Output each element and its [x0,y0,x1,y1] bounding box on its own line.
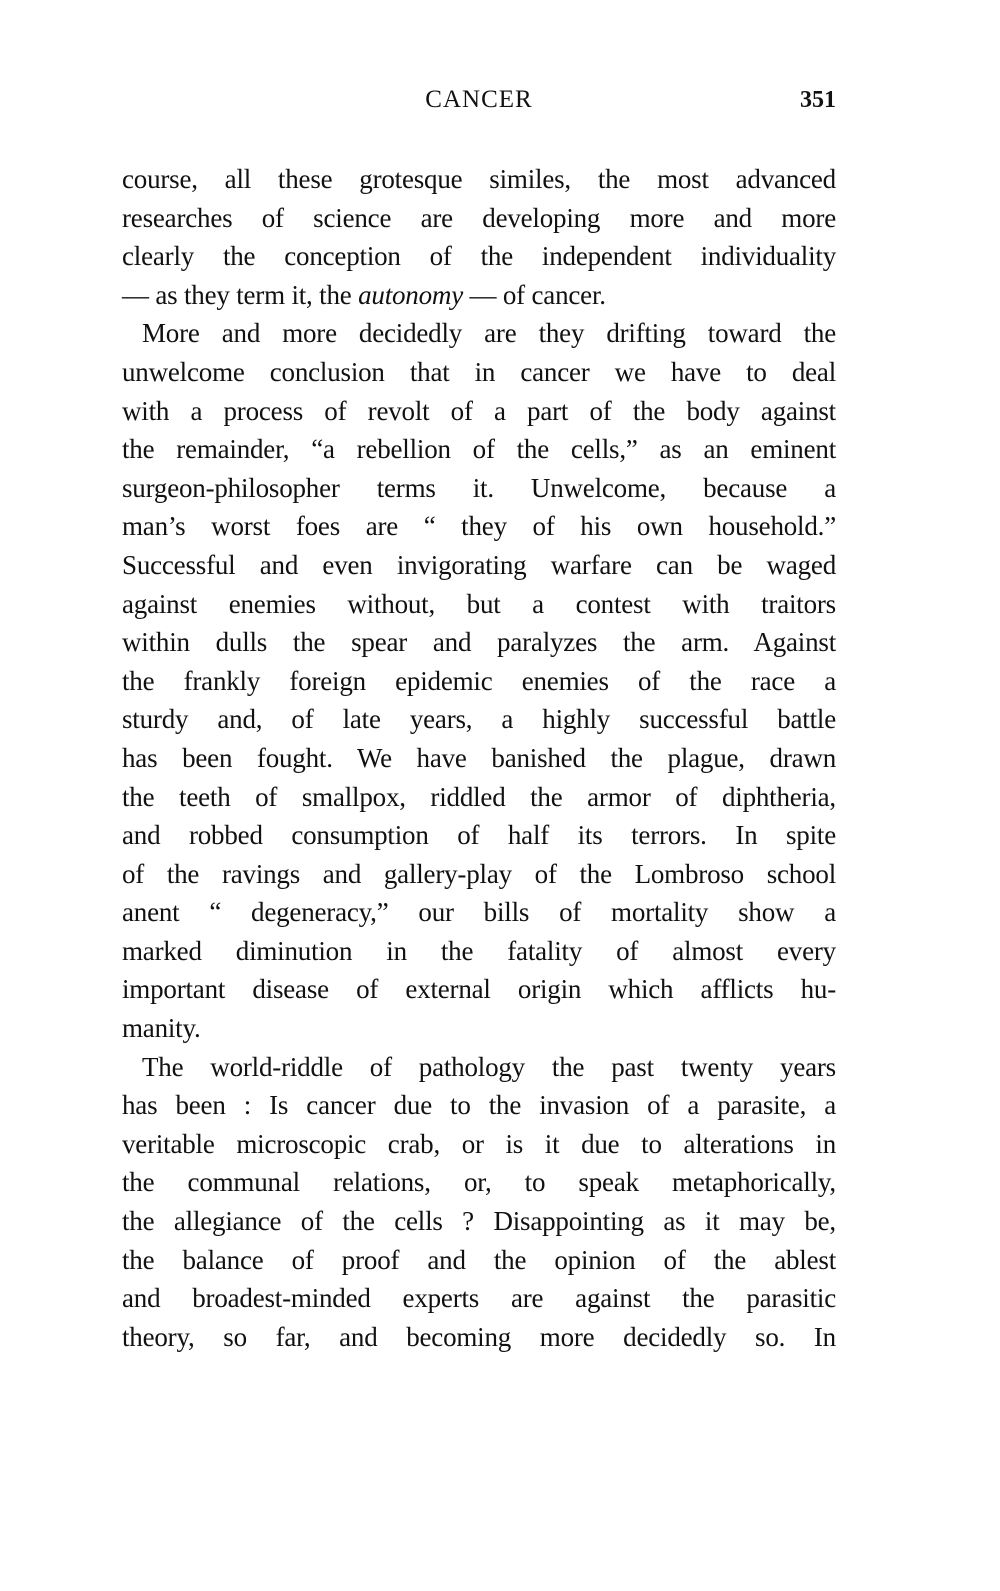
text-line: Successful and even invigorating warfare can be waged [122,549,836,580]
text-line: has been : Is cancer due to the invasion of a parasite, a [122,1090,836,1121]
text-line: the balance of proof and the opinion of the ablest [122,1244,836,1275]
text-line: with a process of revolt of a part of the body against [122,395,836,426]
text-line: against enemies without, but a contest with traitors [122,588,836,619]
text-line: The world-riddle of pathology the past twenty years [142,1051,836,1082]
text-line: clearly the conception of the independent individuality [122,241,836,272]
text-line: the remainder, “a rebellion of the cells,” as an eminent [122,434,836,465]
paragraph [122,1048,836,1357]
text-line: marked diminution in the fatality of almost every [122,935,836,966]
paragraph [122,314,836,1047]
text-fragment: — of cancer. [462,279,606,310]
page-number: 351 [800,87,836,113]
text-line: course, all these grotesque similes, the most advanced [122,164,836,194]
text-line: the communal relations, or, to speak metaphorically, [122,1167,836,1198]
text-line: and broadest-minded experts are against the parasitic [122,1283,836,1314]
text-line: sturdy and, of late years, a highly successful battle [122,704,836,735]
body-text [122,160,836,1356]
text-line: theory, so far, and becoming more decidedly so. In [122,1321,836,1352]
text-line: veritable microscopic crab, or is it due to alterations in [122,1128,836,1159]
text-line: the frankly foreign epidemic enemies of the race a [122,665,836,696]
text-line: within dulls the spear and paralyzes the arm. Against [122,627,836,658]
text-line: and robbed consumption of half its terrors. In spite [122,820,836,851]
text-line: the allegiance of the cells ? Disappointing as it may be, [122,1206,836,1237]
text-line: surgeon-philosopher terms it. Unwelcome, because a [122,472,836,503]
text-line: unwelcome conclusion that in cancer we have to deal [122,356,836,387]
running-title: CANCER [425,86,533,113]
text-line: manity. [122,1013,201,1044]
text-line: researches of science are developing more and more [122,202,836,233]
text-line [122,276,836,315]
text-line: man’s worst foes are “ they of his own household.” [122,511,836,542]
italic-term: autonomy [358,279,463,310]
text-line: has been fought. We have banished the plague, drawn [122,742,836,773]
running-head [122,80,836,120]
text-fragment: — as they term it, the [122,279,359,310]
text-line: anent “ degeneracy,” our bills of mortality show a [122,897,836,928]
paragraph [122,160,836,314]
text-line: important disease of external origin which afflicts hu- [122,974,836,1005]
text-line: of the ravings and gallery-play of the Lombroso school [122,858,836,889]
text-line: the teeth of smallpox, riddled the armor of diphtheria, [122,781,836,812]
text-line: More and more decidedly are they drifting toward the [142,318,836,349]
